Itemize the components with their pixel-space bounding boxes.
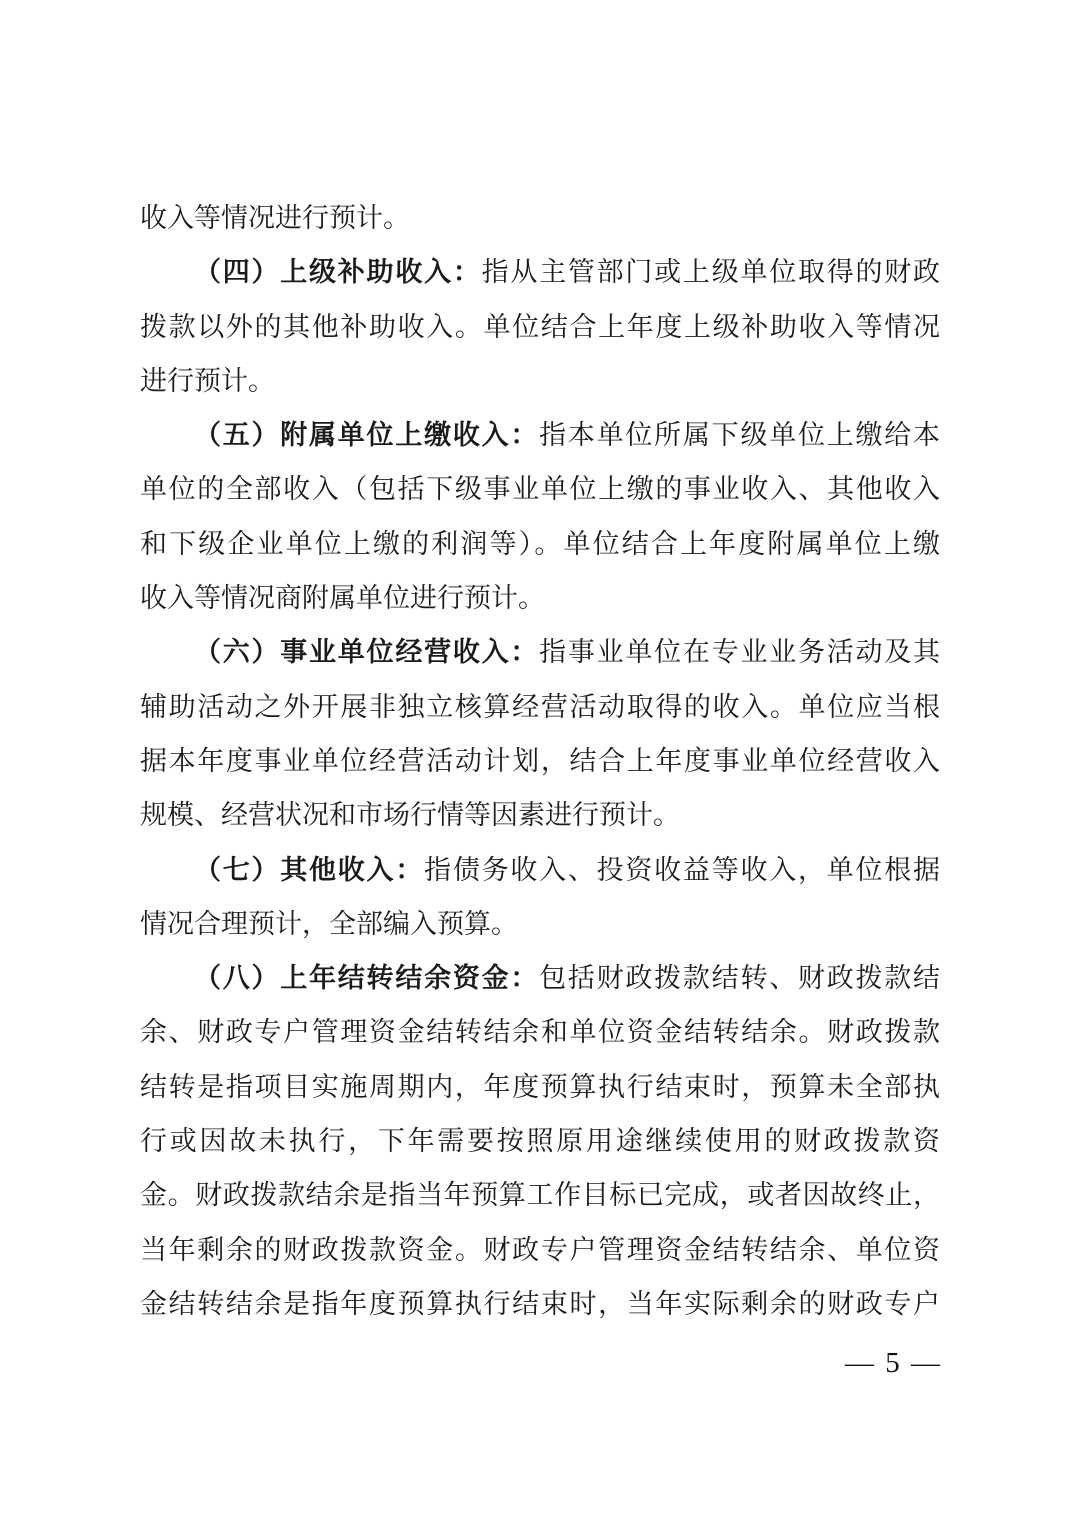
body-text: 包括财政拨款结转、财政拨款结 bbox=[539, 963, 941, 994]
text-line bbox=[140, 951, 940, 1005]
text-line bbox=[140, 462, 940, 516]
body-text: 指债务收入、投资收益等收入，单位根据 bbox=[424, 854, 941, 885]
body-text: 进行预计。 bbox=[140, 365, 275, 396]
body-text: 辅助活动之外开展非独立核算经营活动取得的收入。单位应当根 bbox=[140, 691, 940, 722]
body-text: 指从主管部门或上级单位取得的财政 bbox=[481, 257, 941, 288]
text-line bbox=[140, 300, 940, 354]
text-line bbox=[140, 788, 940, 842]
text-line bbox=[140, 734, 940, 788]
section-label: （五）附属单位上缴收入： bbox=[194, 420, 540, 451]
body-text: 指本单位所属下级单位上缴给本 bbox=[539, 420, 941, 451]
text-line bbox=[140, 408, 940, 462]
text-line bbox=[140, 245, 940, 299]
text-line bbox=[140, 897, 940, 951]
body-text: 余、财政专户管理资金结转结余和单位资金结转结余。财政拨款 bbox=[140, 1017, 940, 1048]
body-text: 规模、经营状况和市场行情等因素进行预计。 bbox=[140, 800, 680, 831]
text-line bbox=[140, 571, 940, 625]
section-label: （七）其他收入： bbox=[194, 854, 425, 885]
body-text: 金结转结余是指年度预算执行结束时，当年实际剩余的财政专户 bbox=[140, 1288, 940, 1319]
text-line bbox=[140, 517, 940, 571]
text-line bbox=[140, 1060, 940, 1114]
text-line bbox=[140, 1223, 940, 1277]
text-line bbox=[140, 191, 940, 245]
text-line bbox=[140, 680, 940, 734]
section-label: （八）上年结转结余资金： bbox=[194, 963, 540, 994]
document-body bbox=[140, 191, 940, 1331]
text-line bbox=[140, 625, 940, 679]
section-label: （四）上级补助收入： bbox=[194, 257, 482, 288]
body-text: 情况合理预计，全部编入预算。 bbox=[140, 908, 518, 939]
text-line bbox=[140, 1168, 940, 1222]
text-line bbox=[140, 1114, 940, 1168]
body-text: 单位的全部收入（包括下级事业单位上缴的事业收入、其他收入 bbox=[140, 474, 940, 505]
text-line bbox=[140, 1277, 940, 1331]
body-text: 收入等情况进行预计。 bbox=[140, 203, 410, 233]
body-text: 金。财政拨款结余是指当年预算工作目标已完成，或者因故终止， bbox=[140, 1180, 940, 1211]
section-label: （六）事业单位经营收入： bbox=[194, 637, 540, 668]
body-text: 和下级企业单位上缴的利润等）。单位结合上年度附属单位上缴 bbox=[140, 528, 940, 559]
text-line bbox=[140, 843, 940, 897]
body-text: 当年剩余的财政拨款资金。财政专户管理资金结转结余、单位资 bbox=[140, 1234, 940, 1265]
text-line bbox=[140, 1005, 940, 1059]
page-number: — 5 — bbox=[845, 1347, 942, 1379]
body-text: 据本年度事业单位经营活动计划，结合上年度事业单位经营收入 bbox=[140, 745, 940, 776]
body-text: 指事业单位在专业业务活动及其 bbox=[539, 637, 941, 668]
body-text: 结转是指项目实施周期内，年度预算执行结束时，预算未全部执 bbox=[140, 1071, 940, 1102]
body-text: 行或因故未执行，下年需要按照原用途继续使用的财政拨款资 bbox=[140, 1126, 940, 1157]
text-line bbox=[140, 354, 940, 408]
body-text: 拨款以外的其他补助收入。单位结合上年度上级补助收入等情况 bbox=[140, 311, 940, 342]
body-text: 收入等情况商附属单位进行预计。 bbox=[140, 583, 545, 614]
